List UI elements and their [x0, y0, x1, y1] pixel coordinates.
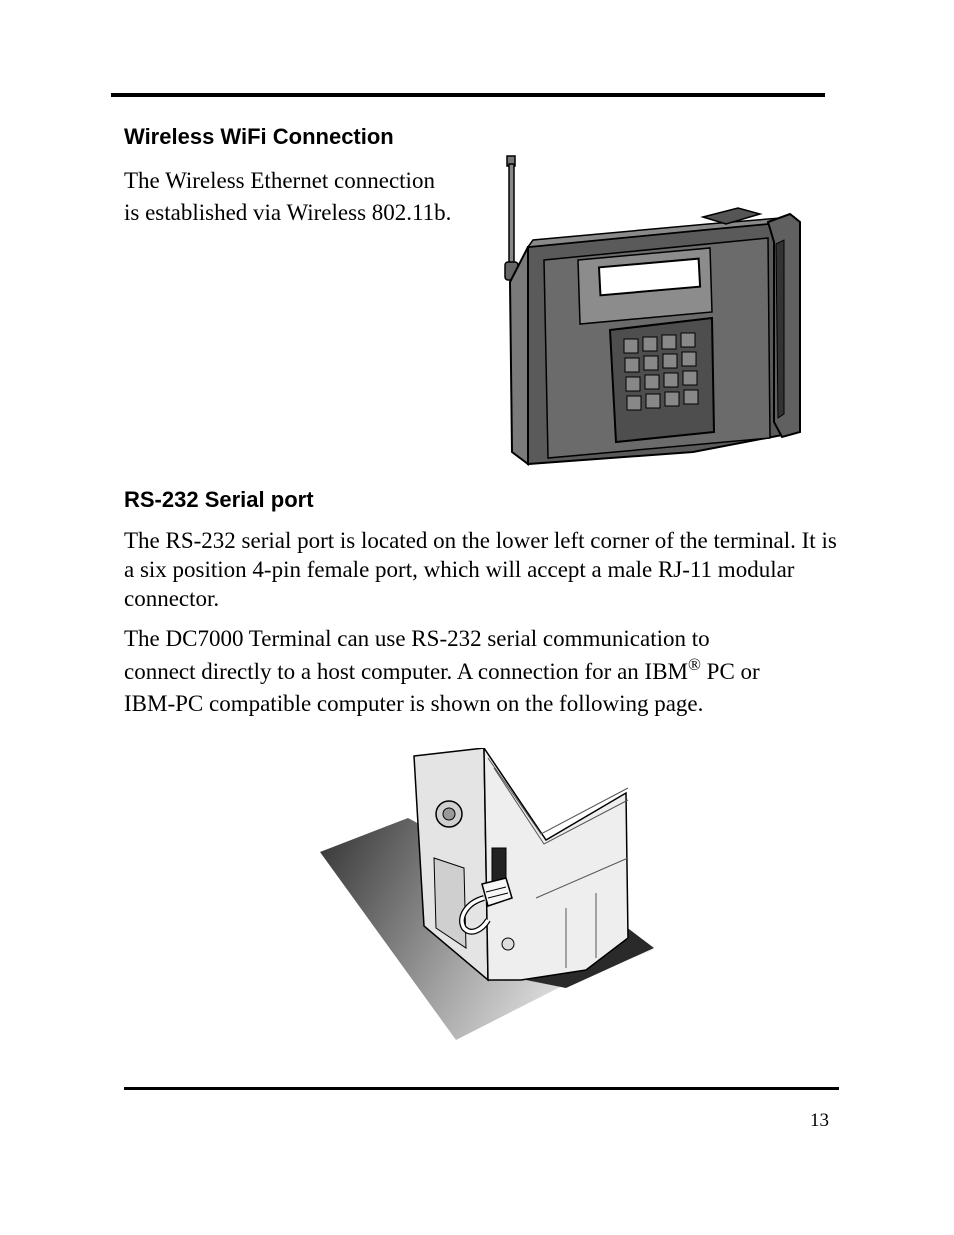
bottom-rule — [124, 1087, 839, 1090]
dc7000-line-2-start: connect directly to a host computer. A connection for an IBM — [124, 659, 688, 684]
registered-mark: ® — [688, 655, 701, 674]
keypad — [610, 318, 714, 442]
dc7000-line-2 — [124, 656, 760, 687]
dc7000-line-2-end: PC or — [700, 659, 760, 684]
wifi-text-line-2: is established via Wireless 802.11b. — [124, 200, 452, 225]
wifi-heading: Wireless WiFi Connection — [124, 124, 394, 149]
page-number: 13 — [810, 1110, 829, 1131]
top-rule — [111, 93, 825, 97]
wifi-text-line-1: The Wireless Ethernet connection — [124, 168, 435, 193]
dc7000-line-3: IBM-PC compatible computer is shown on the following page. — [124, 691, 704, 716]
dc7000-line-1: The DC7000 Terminal can use RS-232 serial communication to — [124, 626, 710, 651]
serial-port-illustration — [316, 748, 654, 1044]
rs232-heading: RS-232 Serial port — [124, 487, 314, 512]
terminal-illustration — [498, 152, 820, 470]
rs232-paragraph: The RS-232 serial port is located on the lower left corner of the terminal. It is a six position 4-pin female port, which will accept a male RJ-11 modular connector. — [124, 528, 837, 611]
